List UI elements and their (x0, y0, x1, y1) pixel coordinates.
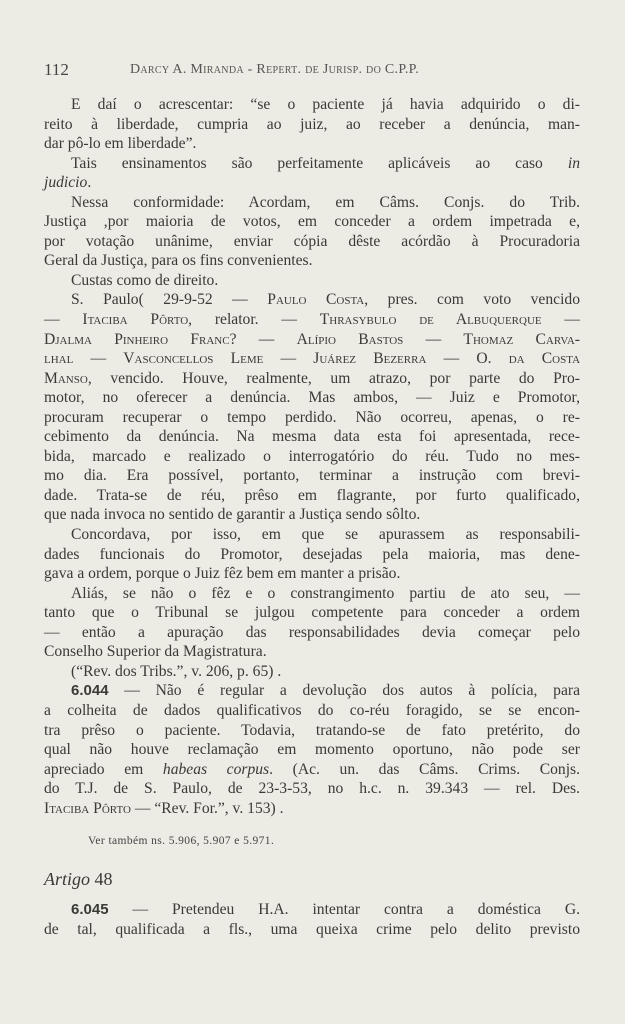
text-line: mo dia. Era possível, portanto, terminar a instrução com brevi- (44, 467, 580, 485)
text-span: — (44, 311, 60, 329)
text-span: apreciado em (44, 760, 144, 778)
text-span: . (Ac. un. das Câms. Crims. Conjs. (269, 760, 580, 778)
text-span: S. Paulo( 29-9-52 — (71, 291, 248, 309)
text-span: — (443, 350, 460, 368)
entry-6045 (44, 900, 580, 939)
text-line: que nada invoca no sentido de garantir a Justiça sendo sôlto. (44, 506, 421, 524)
text-line: bida, marcado e realizado o interrogatório do réu. Tudo no mes- (44, 447, 580, 465)
text-line (44, 760, 580, 780)
text-line (44, 681, 580, 701)
paragraph-concordava (44, 525, 580, 584)
text-line: dar pô-lo em liberdade”. (44, 135, 197, 153)
citation: (“Rev. dos Tribs.”, v. 206, p. 65) . (71, 662, 282, 680)
text-line (44, 290, 580, 310)
text-span: — Não é regular a devolução dos autos à polícia, para (124, 682, 580, 700)
entry-number: 6.044 (71, 682, 109, 700)
text-line: tra prêso o paciente. Todavia, tratando-se de fato pretérito, do (44, 721, 580, 739)
judge-name: Vasconcellos Leme (123, 350, 264, 368)
text-line: cebimento da denúncia. Na mesma data esta foi apresentada, rece- (44, 428, 580, 446)
judge-name: Manso (44, 369, 88, 387)
judge-name: Djalma Pinheiro Franc? (44, 330, 237, 348)
page-number: 112 (44, 60, 69, 79)
text-line: motor, no oferecer a denúncia. Mas ambos, — Juiz e Promotor, (44, 389, 580, 407)
text-line: E daí o acrescentar: “se o paciente já havia adquirido o di- (71, 96, 580, 113)
text-line (44, 349, 580, 369)
italic-term: judicio (44, 174, 88, 192)
text-line (44, 330, 580, 350)
text-line (44, 154, 580, 174)
text-line: dades funcionais do Promotor, desejadas pela maioria, mas dene- (44, 545, 580, 563)
text-line (44, 369, 580, 389)
text-span: — (564, 311, 581, 329)
text-line: Concordava, por isso, em que se apurassem as responsabili- (71, 526, 580, 544)
italic-term: in (567, 154, 580, 172)
paragraph-signatures (44, 290, 580, 525)
running-title: Darcy A. Miranda - Repert. de Jurisp. do C.P.P. (130, 62, 419, 77)
text-span: — Pretendeu H.A. intentar contra a doméstica G. (132, 901, 580, 919)
judge-name: Thomaz Carva- (463, 330, 580, 348)
text-span: — (90, 350, 107, 368)
text-span: — (425, 330, 442, 348)
entry-number: 6.045 (71, 901, 109, 919)
text-line: Conselho Superior da Magistratura. (44, 643, 267, 661)
judge-name: lhal (44, 350, 74, 368)
paragraph-ensinamentos (44, 154, 580, 193)
article-number: 48 (94, 869, 113, 890)
paragraph-acordam (44, 193, 580, 271)
judge-name: O. da Costa (476, 350, 581, 368)
text-line: gava a ordem, porque o Juiz fêz bem em manter a prisão. (44, 565, 401, 583)
paragraph-custas: Custas como de direito. (71, 271, 219, 289)
judge-name: Juárez Bezerra (313, 350, 427, 368)
text-line: reito à liberdade, cumpria ao juiz, ao receber a denúncia, man- (44, 115, 580, 133)
article-label: Artigo (44, 869, 91, 890)
page-header (44, 60, 584, 82)
paragraph-quote (44, 95, 580, 154)
text-span: — (280, 350, 297, 368)
judge-name: Alípio Bastos (296, 330, 404, 348)
text-line: tanto que o Tribunal se julgou competente para conceder a ordem (44, 604, 580, 622)
judge-name: Thrasybulo de Albuquerque (319, 311, 542, 329)
italic-term: habeas corpus (162, 760, 270, 778)
text-span: , vencido. Houve, realmente, um atrazo, por parte do Pro- (87, 369, 580, 387)
text-line: de tal, qualificada a fls., uma queixa crime pelo delito previsto (44, 920, 580, 938)
text-line: procuram recuperar o tempo perdido. Não ocorreu, apenas, o re- (44, 408, 580, 426)
entry-6044 (44, 681, 580, 818)
text-line (44, 900, 580, 920)
text-line: Nessa conformidade: Acordam, em Câms. Conjs. do Trib. (71, 193, 580, 211)
text-span: , relator. — (188, 311, 297, 329)
text-span: — (258, 330, 275, 348)
text-line: dade. Trata-se de réu, prêso em flagrante, por furto qualificado, (44, 486, 580, 504)
text-line: do T.J. de S. Paulo, de 23-3-53, no h.c. n. 39.343 — rel. Des. (44, 780, 580, 798)
text-span: Tais ensinamentos são perfeitamente aplicáveis ao caso (71, 154, 543, 172)
text-line: Geral da Justiça, para os fins convenientes. (44, 252, 313, 270)
judge-name: Paulo Costa (267, 291, 365, 309)
page-body (44, 95, 580, 939)
article-heading (44, 870, 580, 900)
text-line: Aliás, se não o fêz e o constrangimento partiu de ato seu, — (71, 584, 580, 602)
text-line: a colheita de dados qualificativos do co-réu foragido, se se encon- (44, 701, 580, 719)
text-span: — “Rev. For.”, v. 153) . (134, 799, 284, 817)
paragraph-alias (44, 584, 580, 662)
text-span: , pres. com voto vencido (364, 291, 580, 309)
text-line: — então a apuração das responsabilidades devia começar pelo (44, 623, 580, 641)
text-line (44, 799, 580, 819)
text-line (44, 310, 580, 330)
text-line: por votação unânime, enviar cópia dêste acórdão à Procuradoria (44, 232, 580, 250)
judge-name: Itaciba Pôrto (82, 311, 189, 329)
text-line (44, 173, 580, 193)
text-line: Justiça ,por maioria de votos, em conceder a ordem impetrada e, (44, 213, 580, 231)
text-span: . (87, 174, 92, 192)
see-also-note: Ver também ns. 5.906, 5.907 e 5.971. (88, 835, 275, 848)
text-line: qual não houve reclamação em momento oportuno, não pode ser (44, 741, 580, 759)
judge-name: Itaciba Pôrto (44, 799, 131, 817)
